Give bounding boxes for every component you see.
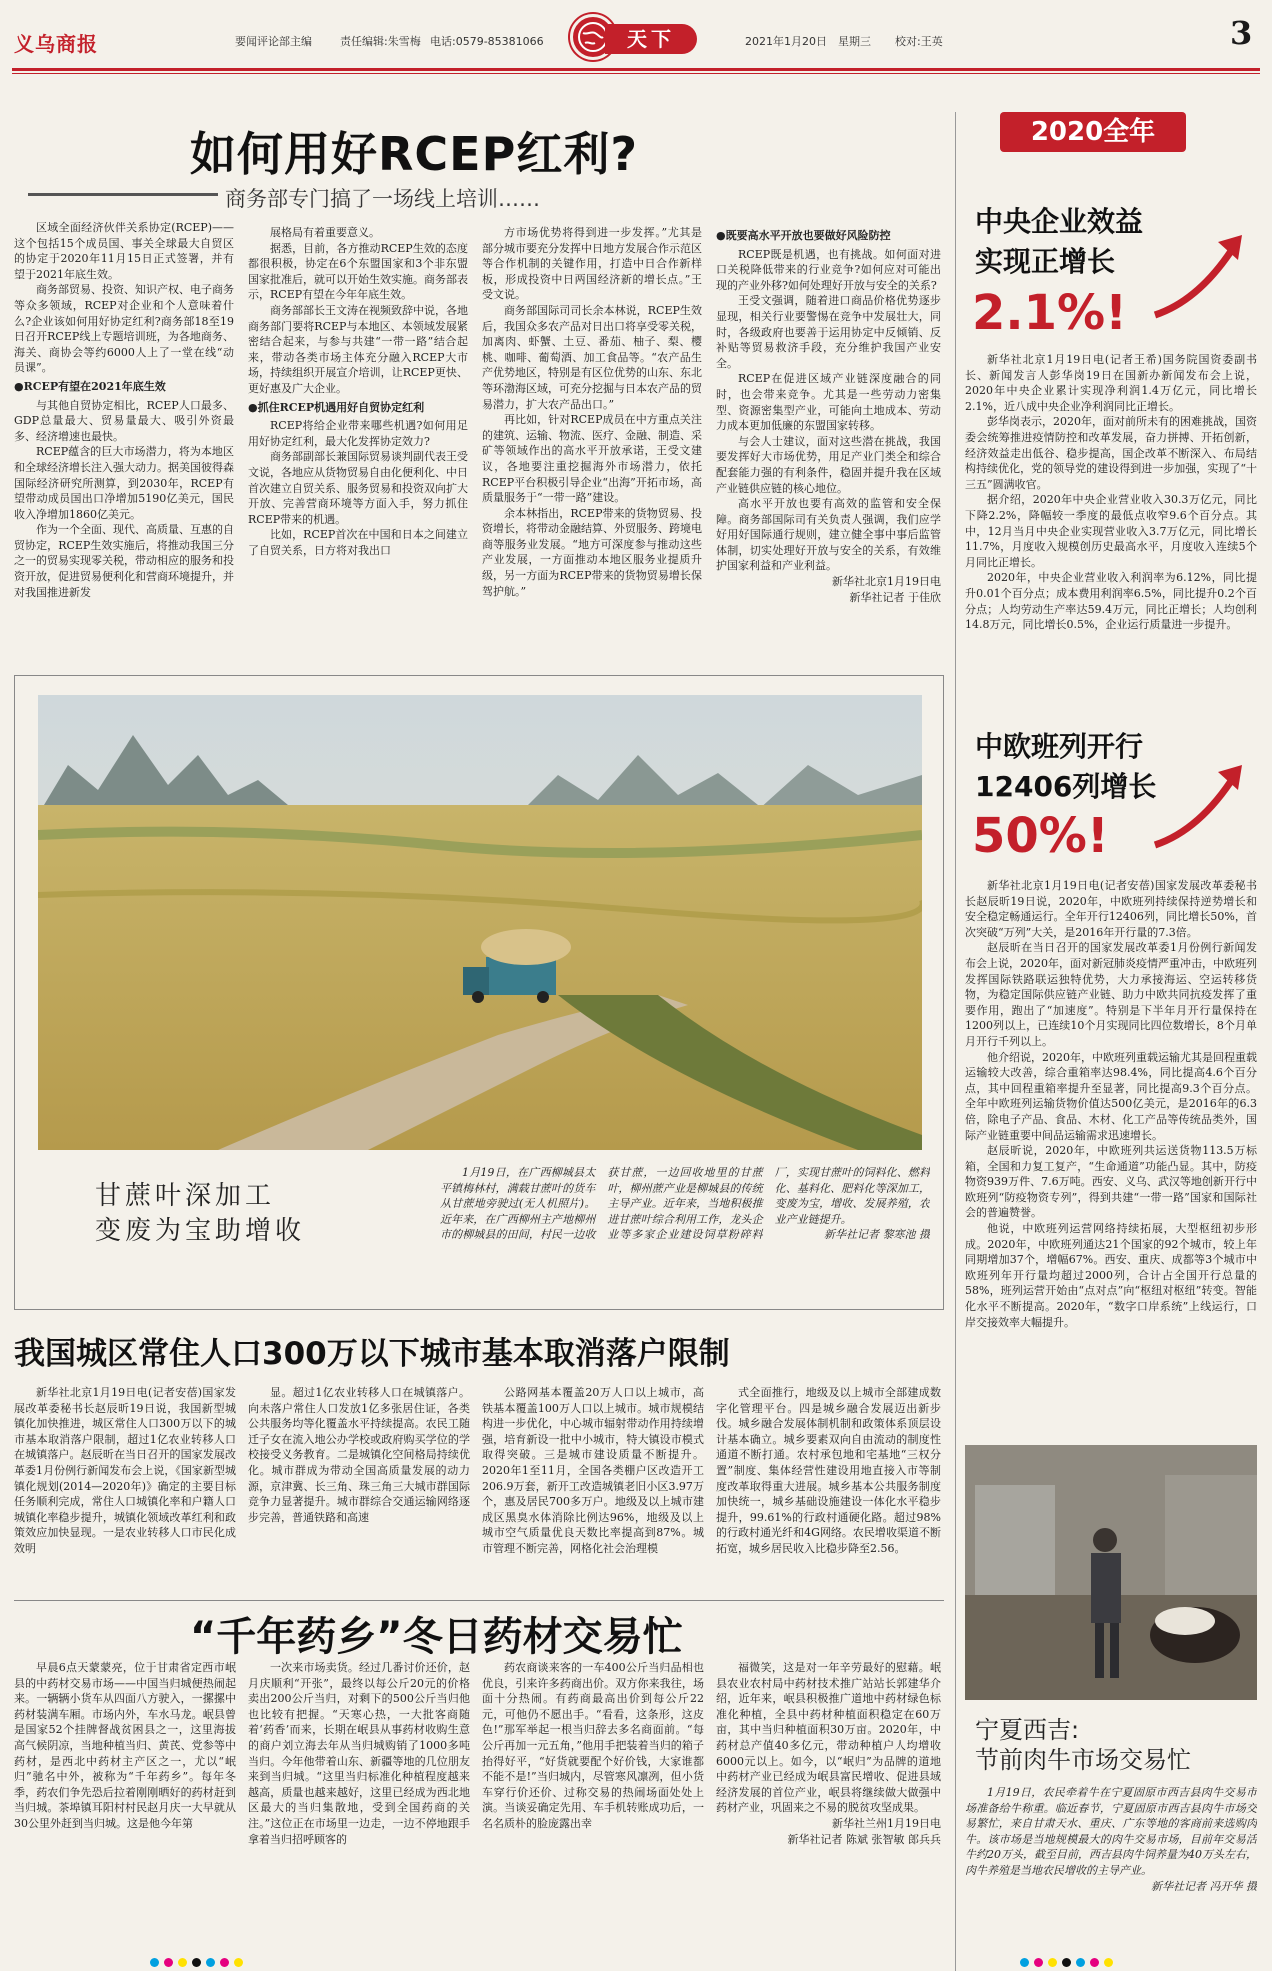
rcep-subtitle: 商务部专门搞了一场线上培训…… — [225, 187, 540, 211]
rising-arrow-icon-2 — [1150, 760, 1250, 854]
newspaper-logo: 义乌商报 — [14, 32, 98, 56]
herb-column-1: 早晨6点天蒙蒙亮，位于甘肃省定西市岷县的中药材交易市场——中国当归城便热闹起来。一辆辆小货车从四面八方驶入，一摞摞中药材装满车厢。市场内外，车水马龙。岷县曾是国家52个挂牌督战贫困县之一，这里海拔高气候阴凉，当地种植当归、黄芪、党参等中药材，是西北中药材主产区之一，尤以“岷归”驰名中外，被称为“千年药乡”。每年冬季，药农们争先恐后拉着刚刚晒好的药材赶到当归城。茶埠镇耳阳村村民赵月庆一大早就从30公里外赶到当归城。这是他今年第 — [14, 1661, 236, 1830]
rcep-title: 如何用好RCEP红利? — [190, 127, 638, 181]
herb-column-3: 药农商谈来客的一车400公斤当归品相也优良，引来许多药商出价。双方你来我往，场面十分热闹。有药商最高出价到每公斤22元，可他仍不愿出手。“看看，这条形，这皮色!”那军举起一根当归辞去多名商面前。“每公斤再加一元五角，”他用手把装着当归的箱子抬得好平，“好货就要配个好价钱，大家谁都不能不是!”当归城内，尽管寒风凛冽，但小货车穿行价还价、过称交易的热闹场面处处上演。当谈妥确定先用、车手机转账成功后，一名名质朴的脸庞露出幸 — [482, 1661, 704, 1830]
header-rule — [12, 68, 1260, 71]
color-register-dots-right — [1020, 1952, 1118, 1971]
title-rule-left — [28, 193, 218, 196]
rcep-column-3: 方市场优势将得到进一步发挥。”尤其是部分城市要充分发挥中日地方发展合作示范区等合作机制的关键作用，打造中日合作新样板，形成投资中日两国经济新的增长点。”王受文说。 商务部国际司司长余本林说，RCEP生效后，我国众多农产品对日出口将享受零关税，加离肉、虾蟹、土豆、番茄、柚子、梨、樱桃、咖啡、葡萄酒、加工食品等。“农产品生产优势地区，特别是有区位优势的山东、东北等环渤海区域，可充分挖掘与日本农产品的贸易潜力，扩大农产品出口。” 再比如，针对RCEP成员在中方重点关注的建筑、运输、物流、医疗、金融、制造、采矿等领域作出的高水平开放承诺，王受文建议，各地要注重挖掘海外市场潜力，依托RCEP平台积极引导企业“出海”开拓市场，高质量服务于“一带一路”建设。 余本林指出，RCEP带来的货物贸易、投资增长，将带动金融结算、外贸服务、跨境电商等服务业发展。“地方可深度参与推动这些产业发展，一方面推动本地区服务业提质升级，另一方面为RCEP带来的货物贸易增长保驾护航。” — [482, 226, 702, 598]
rcep-column-1: 区域全面经济伙伴关系协定(RCEP)——这个包括15个成员国、事关全球最大自贸区的协定于2020年11月15日正式签署，并有望于2021年底生效。 商务部贸易、投资、知识产权、电子商务等众多领域，RCEP对企业和个人意味着什么?企业该如何用好协定红利?商务部18至19日召开RCEP线上专题培训班，为各地商务、海关、商协会等约6000人上了一堂在线“动员课”。 ●RCEP有望在2021年底生效 与其他自贸协定相比，RCEP人口最多、GDP总量最大、贸易量最大、吸引外资最多、经济增速也最快。 RCEP蕴含的巨大市场潜力，将为本地区和全球经济增长注入强大动力。据美国彼得森国际经济研究所测算，到2030年，RCEP有望带动成员国出口净增加5190亿美元，国民收入净增加1860亿美元。 作为一个全面、现代、高质量、互惠的自贸协定，RCEP生效实施后，将推动我国三分之一的贸易实现零关税，带动相应的服务和投资开放，促进贸易便利化和营商环境提升，并对我国推进新发 — [14, 221, 234, 599]
rcep-column-2: 展格局有着重要意义。 据悉，目前，各方推动RCEP生效的态度都很积极，协定在6个东盟国家和3个非东盟国家批准后，就可以开始生效实施。商务部表示，RCEP有望在今年年底生效。 商务部部长王文涛在视频致辞中说，各地商务部门要将RCEP与本地区、本领域发展紧密结合起来，与参与共建“一带一路”结合起来，带动各类市场主体充分融入RCEP大市场，持续组织开展宣介培训，让RCEP更快、更好惠及广大企业。 ●抓住RCEP机遇用好自贸协定红利 RCEP将给企业带来哪些机遇?如何用足用好协定红利，最大化发挥协定效力? 商务部副部长兼国际贸易谈判副代表王受文说，各地应从货物贸易自由化便利化、中日首次建立自贸关系、服务贸易和投资双向扩大开放、完善营商环境等方面入手，努力抓住RCEP带来的机遇。 比如，RCEP首次在中国和日本之间建立了自贸关系，日方将对我出口 — [248, 226, 468, 557]
urban-title: 我国城区常住人口300万以下城市基本取消落户限制 — [14, 1336, 730, 1372]
sugarcane-field-photo — [38, 695, 922, 1150]
year-badge: 2020全年 — [1000, 112, 1186, 152]
cattle-caption-title-1: 宁夏西吉: — [975, 1716, 1080, 1744]
rail-title-1: 中欧班列开行 — [975, 730, 1144, 763]
page-number: 3 — [1230, 14, 1253, 52]
herb-title: “千年药乡”冬日药材交易忙 — [190, 1614, 683, 1660]
cattle-market-photo — [965, 1445, 1257, 1700]
photo-caption-title-2: 变废为宝助增收 — [95, 1216, 306, 1246]
herb-column-4: 福微笑，这是对一年辛劳最好的慰藉。岷县农业农村局中药材技术推广站站长郭建华介绍，近年来，岷县积极推广道地中药材绿色标准化种植，全县中药材种植面积稳定在60万亩，其中当归种植面积30万亩。2020年，中药材总产值40多亿元，带动种植户人均增收6000元以上。如今，以“岷归”为品牌的道地中药材产业已经成为岷县富民增收、促进县域经济发展的首位产业，岷县将继续做大做强中药材产业，巩固来之不易的脱贫攻坚成果。 新华社兰州1月19日电 新华社记者 陈斌 张智敏 郎兵兵 — [716, 1661, 941, 1846]
photo-caption-title-1: 甘蔗叶深加工 — [95, 1181, 276, 1211]
header-phone: 电话:0579-85381066 — [430, 35, 544, 48]
urban-column-2: 显。超过1亿农业转移人口在城镇落户。向未落户常住人口发放1亿多张居住证，各类公共服务均等化覆盖水平持续提高。农民工随迁子女在流入地公办学校或政府购买学位的学校接受义务教育。二是城镇化空间格局持续优化。城市群成为带动全国高质量发展的动力源，京津冀、长三角、珠三角三大城市群国际竞争力显著提升。城市群综合交通运输网络逐步完善，普通铁路和高速 — [248, 1386, 470, 1524]
header-proofread: 校对:王英 — [895, 35, 943, 48]
rail-article: 新华社北京1月19日电(记者安蓓)国家发展改革委秘书长赵辰昕19日说，2020年，中欧班列持续保持逆势增长和安全稳定畅通运行。全年开行12406列，同比增长50%，首次突破“万列”大关，是2016年开行量的7.3倍。 赵辰昕在当日召开的国家发展改革委1月份例行新闻发布会上说，2020年，面对新冠肺炎疫情严重冲击，中欧班列发挥国际铁路联运独特优势，大力承接海运、空运转移货物，为稳定国际供应链产业链、助力中欧共同抗疫发挥了重要作用，跑出了“加速度”。特别是下半年月开行量保持在1200列以上，已连续10个月实现同比四位数增长，8个月单月开行千列以上。 他介绍说，2020年，中欧班列重载运输尤其是回程重载运输较大改善，综合重箱率达98.4%，同比提高4.6个百分点，其中回程重箱率提升至显著，同比提高9.3个百分点。全年中欧班列运输货物价值达500亿美元，是2016年的6.3倍，除电子产品、食品、木材、化工产品等传统品类外，国际产业链重要中间品运输需求迅速增长。 赵辰昕说，2020年，中欧班列共运送货物113.5万标箱，全国和力复工复产，“生命通道”功能凸显。其中，防疫物资939万件、7.6万吨。西安、义乌、武汉等地创新开行中欧班列“防疫物资专列”，得到共建“一带一路”国家和国际社会的普遍赞誉。 他说，中欧班列运营网络持续拓展，大型枢纽初步形成。2020年，中欧班列通达21个国家的92个城市，较上年同期增加37个，增幅67%。西安、重庆、成都等3个城市中欧班列年开行量均超过2000列，合计占全国开行总量的58%，班列运营开始由“点对点”向“枢纽对枢纽”转变。智能化水平不断提高。2020年，“数字口岸系统”上线运行，口岸交接效率大幅提升。 — [965, 879, 1257, 1329]
color-register-dots-left — [150, 1952, 248, 1971]
urban-column-1: 新华社北京1月19日电(记者安蓓)国家发展改革委秘书长赵辰昕19日说，我国新型城镇化加快推进，城区常住人口300万以下的城市基本取消落户限制，超过1亿农业转移人口在城镇落户。赵辰昕在当日召开的国家发展改革委1月份例行新闻发布会上说，《国家新型城镇化规划(2014—2020年)》确定的主要目标任务顺利完成，常住人口城镇化率和户籍人口城镇化率稳步提升，城镇化领域改革红利和政策效应加快显现。一是农业转移人口市民化成效明 — [14, 1386, 236, 1555]
header-date: 2021年1月20日 — [745, 35, 827, 48]
rail-growth-figure: 50%! — [972, 808, 1109, 864]
soe-growth-figure: 2.1%! — [972, 285, 1128, 341]
soe-article: 新华社北京1月19日电(记者王希)国务院国资委副书长、新闻发言人彭华岗19日在国新办新闻发布会上说，2020年中央企业累计实现净利润1.4万亿元，同比增长2.1%，近八成中央企业净利润同比正增长。 彭华岗表示，2020年，面对前所未有的困难挑战，国资委会统筹推进疫情防控和改革发展，奋力拼搏、开拓创新，经济效益走出低谷、稳步提高，国企改革不断深入、布局结构持续优化，党的领导党的建设得到进一步加强，实现了“十三五”圆满收官。 据介绍，2020年中央企业营业收入30.3万亿元，同比下降2.2%，降幅较一季度的最低点收窄9.6个百分点。其中，12月当月中央企业实现营业收入3.7万亿元，同比增长11.7%，月度收入规模创历史最高水平，月度收入连续5个月同比正增长。 2020年，中央企业营业收入利润率为6.12%，同比提升0.01个百分点；成本费用利润率6.5%，同比提升0.2个百分点；人均劳动生产率达59.4万元，同比正增长；人均创利14.8万元，同比增长0.5%，企业运行质量进一步提升。 — [965, 353, 1257, 632]
rising-arrow-icon — [1150, 230, 1250, 324]
soe-title-2: 实现正增长 — [975, 245, 1116, 278]
section-label: 天下 — [605, 24, 697, 54]
header-rule-thin — [12, 73, 1260, 74]
urban-column-4: 式全面推行，地级及以上城市全部建成数字化管理平台。四是城乡融合发展迈出新步伐。城乡融合发展体制机制和政策体系顶层设计基本确立。城乡要素双向自由流动的制度性通道不断打通。农村承包地和宅基地“三权分置”制度、集体经营性建设用地直接入市等制度改革取得重大进展。城乡基本公共服务制度加快统一，城乡基础设施建设一体化水平稳步提升，99.61%的行政村通硬化路。超过98%的行政村通光纤和4G网络。农民增收渠道不断拓宽，城乡居民收入比稳步降至2.56。 — [716, 1386, 941, 1555]
page-header — [0, 0, 1272, 80]
urban-column-3: 公路网基本覆盖20万人口以上城市，高铁基本覆盖100万人口以上城市。城市规模结构进一步优化，中心城市辐射带动作用持续增强，培育新设一批中小城市，特大镇设市模式取得突破。三是城市建设质量不断提升。2020年1至11月，全国各类棚户区改造开工206.9万套，新开工改造城镇老旧小区3.97万个，惠及居民700多万户。地级及以上城市建成区黑臭水体消除比例达96%，地级及以上城市空气质量优良天数比率提高到87%。城市管理不断完善，网格化社会治理模 — [482, 1386, 704, 1555]
rcep-column-4: ●既要高水平开放也要做好风险防控 RCEP既是机遇，也有挑战。如何面对进口关税降低带来的行业竞争?如何应对可能出现的产业外移?如何处理好开放与安全的关系? 王受文强调，随着进口商品价格优势逐步显现，相关行业要警惕在竞争中发展壮大，同时，各级政府也要善于运用协定中反倾销、反补贴等贸易救济手段，充分维护我国产业安全。 RCEP在促进区域产业链深度融合的同时，也会带来竞争。尤其是一些劳动力密集型、资源密集型产业，可能向土地成本、劳动力成本更加低廉的东盟国家转移。 与会人士建议，面对这些潜在挑战，我国要发挥好大市场优势，用足产业门类全和综合配套能力强的有利条件，稳固并提升我在区域产业链供应链的核心地位。 高水平开放也要有高效的监管和安全保障。商务部国际司有关负责人强调，我们应学好用好国际通行规则，建立健全事中事后监管体制，切实处理好开放与安全的关系，有效维护国家利益和产业利益。 新华社北京1月19日电 新华社记者 于佳欣 — [716, 229, 941, 604]
soe-title-1: 中央企业效益 — [975, 205, 1144, 238]
herb-top-rule — [14, 1600, 944, 1601]
cattle-caption-text: 1月19日，农民牵着牛在宁夏固原市西吉县肉牛交易市场准备给牛称重。临近春节，宁夏固原市西吉县肉牛市场交易繁忙，来自甘肃天水、重庆、广东等地的客商前来选购肉牛。该市场是当地规模最大的肉牛交易市场，目前年交易活牛约20万头，截至目前，西吉县肉牛饲养量为40万头左右，肉牛养殖是当地农民增收的主导产业。 新华社记者 冯开华 摄 — [965, 1786, 1257, 1893]
header-editor: 责任编辑:朱雪梅 — [340, 35, 421, 48]
header-weekday: 星期三 — [838, 35, 871, 48]
rail-title-2: 12406列增长 — [975, 770, 1157, 803]
photo-caption-text: 1月19日，在广西柳城县太平镇梅林村，满载甘蔗叶的货车从甘蔗地旁驶过(无人机照片)。近年来，在广西柳州主产地柳州市的柳城县的田间，村民一边收获甘蔗，一边回收地里的甘蔗叶，柳州蔗产业是柳城县的传统主导产业。近年来，当地积极推进甘蔗叶综合利用工作，龙头企业等多家企业建设饲草粉碎料厂，实现甘蔗叶的饲料化、燃料化、基料化、肥料化等深加工，变废为宝，增收、发展养殖，农业产业链提升。 新华社记者 黎寒池 摄 — [440, 1166, 930, 1242]
herb-column-2: 一次来市场卖货。经过几番讨价还价，赵月庆顺利“开张”，最终以每公斤20元的价格卖出200公斤当归，对剩下的500公斤当归他也比较有把握。“天寒心热，一大批客商随着‘药香’而来，长期在岷县从事药材收购生意的商户刘立海去年从当归城购销了1000多吨当归。今年他带着山东、新疆等地的几位朋友来到当归城。“这里当归标准化种植程度越来越高，质量也越来越好，这里已经成为西北地区最大的当归集散地，受到全国药商的关注。”这位正在市场里一边走，一边不停地跟手拿着当归招呼顾客的 — [248, 1661, 470, 1846]
header-department: 要闻评论部主编 — [235, 35, 312, 48]
cattle-caption-title-2: 节前肉牛市场交易忙 — [975, 1746, 1191, 1774]
